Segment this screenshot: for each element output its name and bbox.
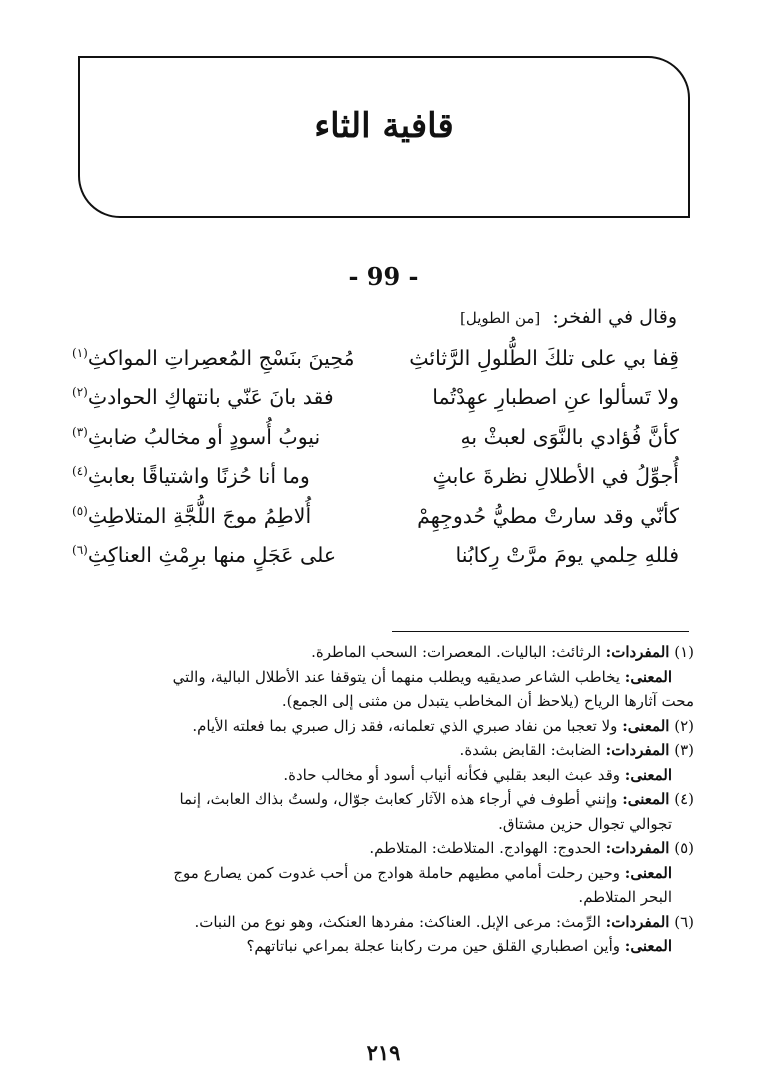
intro-text: وقال في الفخر: [552, 306, 677, 328]
verse-line [72, 417, 679, 457]
footnote-line [66, 885, 694, 910]
footnote-number: (٥) [674, 839, 694, 857]
footnote-line [66, 812, 694, 837]
footnote-number: (٢) [674, 716, 694, 735]
poem-verses [72, 338, 679, 575]
footnote-marker[interactable]: (١) [72, 345, 88, 360]
footnote-marker[interactable]: (٣) [72, 424, 88, 439]
verse-second-text: فقد بانَ عَنّي بانتهاكِ الحوادثِ [87, 385, 334, 410]
poem-number: - 99 - [348, 262, 419, 291]
footnote-text: الحدوج: الهوادج. المتلاطث: المتلاطم. [369, 839, 601, 857]
footnote-text: يخاطب الشاعر صديقيه ويطلب منهما أن يتوقفا عند الأطلال البالية، والتي [172, 667, 620, 686]
footnote-text: وأين اصطباري القلق حين مرت ركابنا عجلة بمراعي نباتاتهم؟ [246, 937, 620, 955]
footnote-text: محت آثارها الرياح (يلاحظ أن المخاطب يتبدل من مثنى إلى الجمع). [281, 692, 694, 710]
verse-second-text: على عَجَلٍ منها برِمْثِ العناكِثِ [87, 543, 337, 568]
verse-second-hemistich [72, 346, 355, 370]
footnote-number: (٦) [674, 912, 694, 931]
verse-second-hemistich [72, 543, 336, 567]
footnote-marker[interactable]: (٥) [72, 503, 88, 518]
meter-label: [من الطويل] [460, 309, 541, 327]
footnotes [66, 640, 694, 959]
footnote-text: البحر المتلاطم. [578, 888, 672, 906]
verse-first-hemistich: كأنَّ فُؤادي بالنَّوَى لعبثْ بهِ [460, 424, 679, 449]
footnote-label: المعنى: [622, 790, 670, 808]
chapter-title: قافية الثاء [314, 106, 454, 146]
footnote-line [66, 787, 694, 812]
footnote-label: المعنى: [624, 863, 672, 882]
verse-line [72, 378, 679, 418]
footnote-label: المفردات: [605, 839, 670, 857]
footnote-line [66, 934, 694, 959]
verse-second-hemistich [72, 385, 334, 409]
footnote-number: (٤) [674, 790, 694, 808]
footnote-text: الرِّمث: مرعى الإبل. العناكث: مفردها العنكث، وهو نوع من النبات. [194, 912, 601, 931]
page-number: ٢١٩ [366, 1040, 401, 1065]
footnote-text: وقد عبث البعد بقلبي فكأنه أنياب أسود أو مخالب حادة. [283, 765, 620, 784]
footnote-marker[interactable]: (٤) [72, 464, 88, 479]
footnote-label: المعنى: [624, 765, 672, 784]
footnote-text: تجوالي تجوال حزين مشتاق. [498, 814, 672, 833]
verse-line [72, 457, 679, 497]
footnote-line [66, 763, 694, 788]
footnote-text: الرثائث: الباليات. المعصرات: السحب الماطرة. [311, 643, 601, 661]
footnote-line [66, 640, 694, 665]
footnote-line [66, 665, 694, 690]
footnote-line [66, 689, 694, 714]
footnote-text: وحين رحلت أمامي مطيهم حاملة هوادج من أحب غدوت كمن يصارع موج [173, 863, 620, 882]
footnote-number: (٣) [674, 741, 694, 759]
footnote-label: المفردات: [605, 643, 670, 661]
verse-line [72, 338, 679, 378]
footnote-label: المفردات: [605, 741, 670, 759]
title-frame [78, 56, 690, 218]
footnote-line [66, 738, 694, 763]
footnote-line [66, 714, 694, 739]
verse-first-hemistich: فللهِ حِلمي يومَ مرَّتْ رِكابُنا [455, 543, 679, 568]
footnote-line [66, 910, 694, 935]
verse-second-text: أُلاطِمُ موجَ اللُّجَّةِ المتلاطِثِ [87, 503, 312, 528]
verse-second-text: وما أنا حُزنًا واشتياقًا بعابثِ [87, 464, 310, 489]
footnote-line [66, 861, 694, 886]
footnote-text: الضابث: القابض بشدة. [459, 741, 601, 759]
verse-first-hemistich: أُجوِّلُ في الأطلالِ نظرةَ عابثٍ [432, 464, 679, 489]
verse-second-hemistich [72, 425, 320, 449]
footnote-label: المعنى: [624, 937, 672, 955]
footnote-separator [392, 631, 689, 632]
footnote-line [66, 836, 694, 861]
footnote-label: المعنى: [624, 667, 672, 686]
footnote-marker[interactable]: (٢) [72, 385, 88, 400]
footnote-number: (١) [674, 643, 694, 661]
poem-intro [460, 306, 677, 328]
footnote-marker[interactable]: (٦) [72, 543, 88, 558]
verse-line [72, 496, 679, 536]
footnote-text: وإنني أطوف في أرجاء هذه الآثار كعابث جوّال، ولستُ بذاك العابث، إنما [179, 790, 618, 808]
verse-first-hemistich: كأنّي وقد سارتْ مطيُّ حُدوجِهِمْ [417, 503, 679, 528]
footnote-label: المعنى: [622, 716, 670, 735]
footnote-label: المفردات: [605, 912, 670, 931]
verse-second-text: مُحِينَ بنَسْجِ المُعصِراتِ المواكثِ [87, 345, 355, 370]
verse-first-hemistich: قِفا بي على تلكَ الطُّلولِ الرَّثائثِ [409, 345, 679, 370]
footnote-text: ولا تعجبا من نفاد صبري الذي تعلمانه، فقد زال صبري بما فعلته الأيام. [192, 716, 618, 735]
verse-second-hemistich [72, 464, 310, 488]
verse-line [72, 536, 679, 576]
verse-second-hemistich [72, 504, 311, 528]
verse-second-text: نيوبُ أُسودٍ أو مخالبُ ضابثِ [87, 424, 321, 449]
verse-first-hemistich: ولا تَسألوا عنِ اصطبارِ عهِدْتُما [432, 385, 679, 410]
